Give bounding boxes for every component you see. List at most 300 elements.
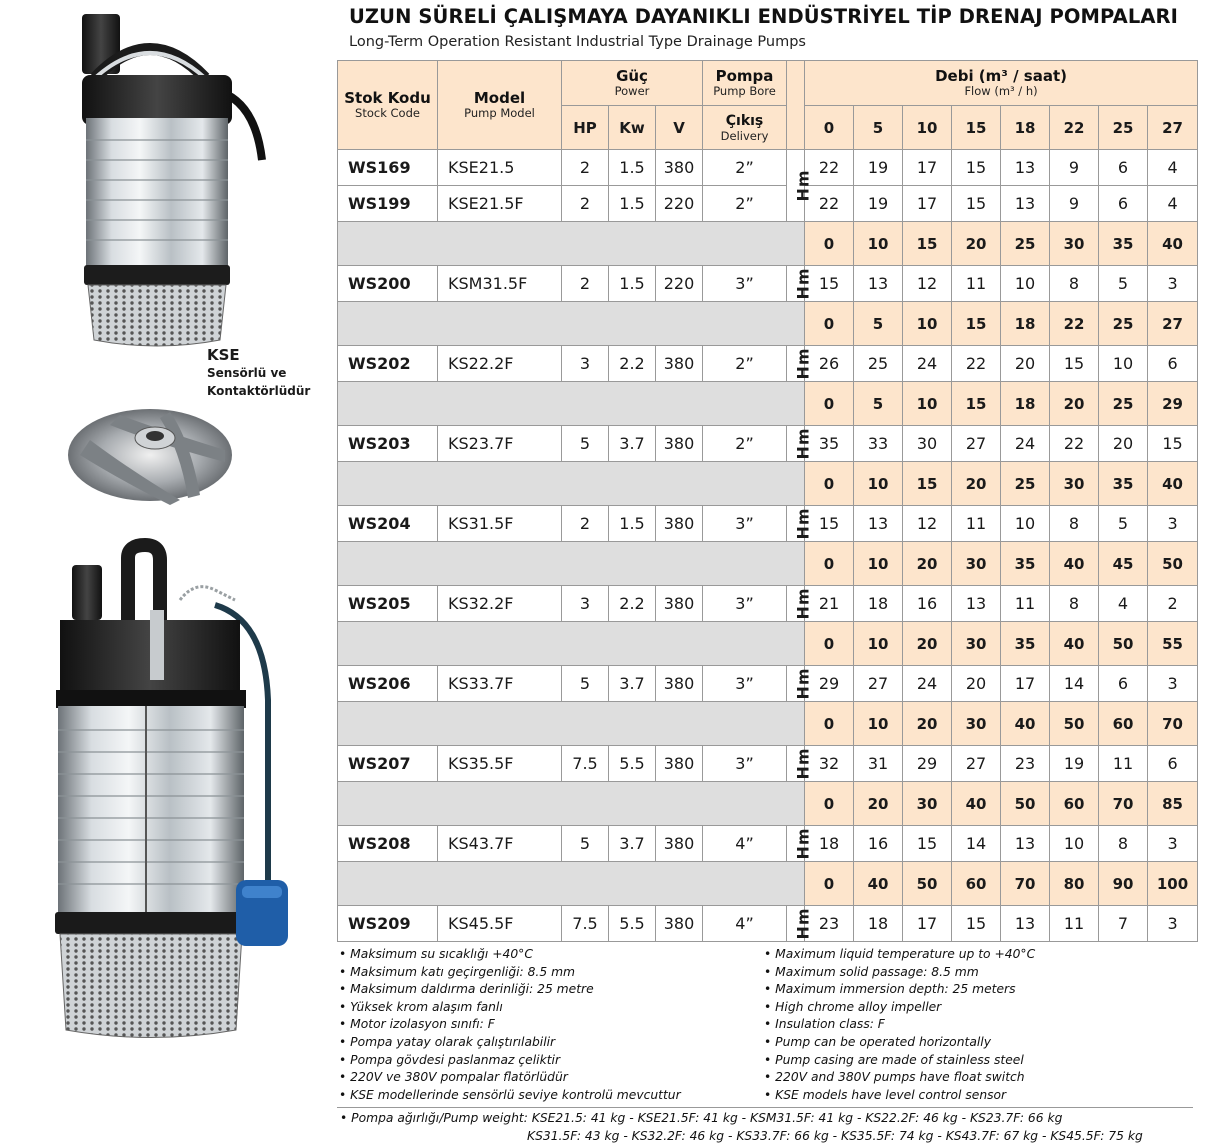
head-value: 27 [952, 426, 1001, 462]
stock-code: WS202 [338, 346, 438, 382]
flow-value: 18 [1001, 382, 1050, 426]
power-hp: 2 [562, 150, 609, 186]
head-value: 23 [1001, 746, 1050, 782]
flow-value: 40 [1050, 542, 1099, 586]
head-value: 18 [854, 586, 903, 622]
flow-row-blank [338, 302, 805, 346]
hm-label [787, 426, 813, 462]
flow-value: 60 [1050, 782, 1099, 826]
flow-value: 50 [1001, 782, 1050, 826]
head-value: 6 [1148, 746, 1198, 782]
head-value: 6 [1099, 666, 1148, 702]
flow-value: 40 [854, 862, 903, 906]
flow-value: 0 [805, 462, 854, 506]
head-value: 33 [854, 426, 903, 462]
head-value: 17 [1001, 666, 1050, 702]
power-hp: 2 [562, 186, 609, 222]
flow-value: 25 [1099, 106, 1148, 150]
col-stock-code: Stok Kodu Stock Code [338, 61, 438, 150]
table-row [338, 186, 1198, 222]
col-hp: HP [562, 106, 609, 150]
stock-code: WS199 [338, 186, 438, 222]
voltage: 380 [656, 746, 703, 782]
voltage: 380 [656, 906, 703, 942]
flow-value: 25 [1001, 462, 1050, 506]
flow-header-row [338, 782, 1198, 826]
flow-header-row [338, 542, 1198, 586]
head-value: 29 [903, 746, 952, 782]
note-item: • Pompa yatay olarak çalıştırılabilir [339, 1034, 681, 1052]
pump-model: KSE21.5 [438, 150, 562, 186]
head-value: 24 [903, 666, 952, 702]
flow-value: 29 [1148, 382, 1198, 426]
flow-header-row [338, 462, 1198, 506]
head-value: 20 [1001, 346, 1050, 382]
pump-kse-image [82, 14, 262, 346]
power-hp: 5 [562, 666, 609, 702]
flow-value: 0 [805, 622, 854, 666]
flow-value: 15 [952, 106, 1001, 150]
note-item: • Maksimum katı geçirgenliği: 8.5 mm [339, 964, 681, 982]
power-hp: 3 [562, 586, 609, 622]
voltage: 220 [656, 186, 703, 222]
head-value: 17 [903, 186, 952, 222]
power-kw: 1.5 [609, 266, 656, 302]
stock-code: WS206 [338, 666, 438, 702]
col-model: Model Pump Model [438, 61, 562, 150]
flow-value: 15 [903, 222, 952, 266]
head-value: 26 [805, 346, 854, 382]
notes-english [764, 946, 1035, 1104]
hm-text: Hm [793, 587, 813, 620]
hm-label [787, 346, 813, 382]
head-value: 16 [903, 586, 952, 622]
flow-value: 35 [1099, 222, 1148, 266]
table-row [338, 906, 1198, 942]
head-value: 4 [1099, 586, 1148, 622]
note-item: • 220V ve 380V pompalar flatörlüdür [339, 1069, 681, 1087]
note-item: • 220V and 380V pumps have float switch [764, 1069, 1035, 1087]
flow-value: 60 [952, 862, 1001, 906]
power-kw: 1.5 [609, 506, 656, 542]
flow-value: 10 [854, 222, 903, 266]
flow-value: 45 [1099, 542, 1148, 586]
head-value: 9 [1050, 186, 1099, 222]
flow-value: 20 [903, 542, 952, 586]
note-item: • KSE models have level control sensor [764, 1087, 1035, 1105]
table-row [338, 666, 1198, 702]
flow-value: 40 [1001, 702, 1050, 746]
head-value: 30 [903, 426, 952, 462]
hm-label [787, 150, 813, 222]
head-value: 8 [1050, 266, 1099, 302]
head-value: 15 [1148, 426, 1198, 462]
flow-value: 40 [1050, 622, 1099, 666]
flow-value: 30 [1050, 222, 1099, 266]
kse-caption [207, 346, 310, 400]
hm-label [787, 666, 813, 702]
weight-line-2: KS31.5F: 43 kg - KS32.2F: 46 kg - KS33.7F: 66 kg - KS35.5F: 74 kg - KS43.7F: 67 kg - KS45.5F: 75 kg [527, 1128, 1143, 1143]
note-item: • Maximum liquid temperature up to +40°C [764, 946, 1035, 964]
flow-value: 0 [805, 542, 854, 586]
flow-value: 30 [952, 702, 1001, 746]
head-value: 5 [1099, 266, 1148, 302]
head-value: 15 [952, 186, 1001, 222]
hm-text: Hm [793, 427, 813, 460]
head-value: 24 [1001, 426, 1050, 462]
flow-value: 5 [854, 106, 903, 150]
flow-row-blank [338, 462, 805, 506]
head-value: 15 [952, 150, 1001, 186]
flow-value: 35 [1001, 622, 1050, 666]
flow-value: 5 [854, 302, 903, 346]
divider [337, 1107, 1193, 1108]
flow-value: 70 [1148, 702, 1198, 746]
head-value: 15 [805, 506, 854, 542]
head-value: 11 [952, 506, 1001, 542]
flow-value: 15 [952, 302, 1001, 346]
flow-value: 50 [1148, 542, 1198, 586]
head-value: 17 [903, 150, 952, 186]
flow-value: 70 [1001, 862, 1050, 906]
head-value: 3 [1148, 906, 1198, 942]
pump-table-body [338, 150, 1198, 942]
voltage: 380 [656, 826, 703, 862]
power-kw: 3.7 [609, 826, 656, 862]
flow-value: 10 [903, 382, 952, 426]
flow-value: 50 [1099, 622, 1148, 666]
flow-value: 10 [854, 542, 903, 586]
head-value: 16 [854, 826, 903, 862]
power-kw: 3.7 [609, 426, 656, 462]
flow-value: 0 [805, 382, 854, 426]
note-item: • Motor izolasyon sınıfı: F [339, 1016, 681, 1034]
voltage: 380 [656, 586, 703, 622]
delivery-size: 4” [703, 906, 787, 942]
flow-value: 0 [805, 106, 854, 150]
head-value: 6 [1099, 150, 1148, 186]
head-value: 13 [854, 266, 903, 302]
flow-value: 40 [1148, 462, 1198, 506]
flow-value: 10 [903, 302, 952, 346]
delivery-size: 3” [703, 266, 787, 302]
flow-value: 0 [805, 782, 854, 826]
power-kw: 3.7 [609, 666, 656, 702]
note-item: • Maksimum su sıcaklığı +40°C [339, 946, 681, 964]
head-value: 9 [1050, 150, 1099, 186]
head-value: 20 [1099, 426, 1148, 462]
flow-value: 20 [952, 462, 1001, 506]
stock-code: WS200 [338, 266, 438, 302]
table-row [338, 506, 1198, 542]
page-subtitle: Long-Term Operation Resistant Industrial Type Drainage Pumps [349, 34, 806, 50]
flow-value: 22 [1050, 302, 1099, 346]
voltage: 380 [656, 150, 703, 186]
pump-model: KS31.5F [438, 506, 562, 542]
table-row [338, 746, 1198, 782]
head-value: 5 [1099, 506, 1148, 542]
weight-line-1: • Pompa ağırlığı/Pump weight: KSE21.5: 41 kg - KSE21.5F: 41 kg - KSM31.5F: 41 kg - KS22.2F: 46 kg - KS23.7F: 66 kg [340, 1111, 1063, 1125]
col-flow: Debi (m³ / saat) Flow (m³ / h) [805, 61, 1198, 106]
flow-value: 18 [1001, 106, 1050, 150]
flow-header-row [338, 862, 1198, 906]
head-value: 13 [1001, 906, 1050, 942]
head-value: 15 [903, 826, 952, 862]
flow-value: 90 [1099, 862, 1148, 906]
head-value: 13 [854, 506, 903, 542]
stock-code: WS169 [338, 150, 438, 186]
flow-value: 85 [1148, 782, 1198, 826]
hm-text: Hm [793, 827, 813, 860]
head-value: 3 [1148, 826, 1198, 862]
head-value: 13 [1001, 826, 1050, 862]
flow-value: 35 [1001, 542, 1050, 586]
col-spacer [787, 61, 805, 150]
power-hp: 2 [562, 266, 609, 302]
pump-model: KS33.7F [438, 666, 562, 702]
flow-value: 10 [854, 462, 903, 506]
delivery-size: 3” [703, 746, 787, 782]
flow-row-blank [338, 862, 805, 906]
flow-value: 10 [903, 106, 952, 150]
flow-value: 15 [903, 462, 952, 506]
head-value: 14 [952, 826, 1001, 862]
head-value: 20 [952, 666, 1001, 702]
pump-model: KS43.7F [438, 826, 562, 862]
table-row [338, 266, 1198, 302]
flow-row-blank [338, 782, 805, 826]
power-kw: 2.2 [609, 586, 656, 622]
pump-weights [340, 1110, 1143, 1145]
flow-value: 25 [1001, 222, 1050, 266]
flow-value: 50 [1050, 702, 1099, 746]
head-value: 11 [1001, 586, 1050, 622]
voltage: 380 [656, 666, 703, 702]
flow-row-blank [338, 622, 805, 666]
pump-model: KSM31.5F [438, 266, 562, 302]
flow-header-row [338, 622, 1198, 666]
hm-text: Hm [793, 347, 813, 380]
head-value: 22 [805, 150, 854, 186]
flow-value: 10 [854, 622, 903, 666]
delivery-size: 2” [703, 426, 787, 462]
flow-value: 35 [1099, 462, 1148, 506]
delivery-size: 3” [703, 586, 787, 622]
pump-model: KS23.7F [438, 426, 562, 462]
flow-value: 0 [805, 222, 854, 266]
head-value: 18 [805, 826, 854, 862]
flow-value: 60 [1099, 702, 1148, 746]
flow-value: 20 [1050, 382, 1099, 426]
head-value: 29 [805, 666, 854, 702]
flow-value: 40 [952, 782, 1001, 826]
head-value: 11 [1050, 906, 1099, 942]
col-kw: Kw [609, 106, 656, 150]
head-value: 8 [1050, 506, 1099, 542]
flow-value: 27 [1148, 106, 1198, 150]
head-value: 13 [952, 586, 1001, 622]
head-value: 21 [805, 586, 854, 622]
caption-line1: Sensörlü ve [207, 366, 287, 380]
power-kw: 1.5 [609, 186, 656, 222]
pump-ks-image [55, 545, 288, 1038]
power-hp: 2 [562, 506, 609, 542]
stock-code: WS209 [338, 906, 438, 942]
flow-value: 20 [854, 782, 903, 826]
table-row [338, 426, 1198, 462]
col-power: Güç Power [562, 61, 703, 106]
head-value: 22 [1050, 426, 1099, 462]
col-v: V [656, 106, 703, 150]
flow-value: 0 [805, 702, 854, 746]
head-value: 3 [1148, 666, 1198, 702]
flow-value: 27 [1148, 302, 1198, 346]
flow-value: 40 [1148, 222, 1198, 266]
flow-header-row [338, 222, 1198, 266]
notes-turkish [339, 946, 681, 1104]
power-kw: 5.5 [609, 746, 656, 782]
delivery-size: 3” [703, 506, 787, 542]
delivery-size: 2” [703, 186, 787, 222]
pump-table [337, 60, 1198, 942]
head-value: 32 [805, 746, 854, 782]
flow-value: 15 [952, 382, 1001, 426]
note-item: • KSE modellerinde sensörlü seviye kontrolü mevcuttur [339, 1087, 681, 1105]
flow-value: 100 [1148, 862, 1198, 906]
head-value: 13 [1001, 186, 1050, 222]
stock-code: WS203 [338, 426, 438, 462]
table-row [338, 346, 1198, 382]
hm-text: Hm [793, 507, 813, 540]
flow-value: 22 [1050, 106, 1099, 150]
head-value: 22 [805, 186, 854, 222]
pump-model: KS35.5F [438, 746, 562, 782]
delivery-size: 2” [703, 150, 787, 186]
hm-label [787, 586, 813, 622]
power-kw: 2.2 [609, 346, 656, 382]
flow-value: 10 [854, 702, 903, 746]
flow-row-blank [338, 222, 805, 266]
caption-title: KSE [207, 346, 240, 364]
power-hp: 3 [562, 346, 609, 382]
flow-value: 20 [952, 222, 1001, 266]
head-value: 27 [952, 746, 1001, 782]
pump-model: KSE21.5F [438, 186, 562, 222]
head-value: 10 [1001, 506, 1050, 542]
head-value: 35 [805, 426, 854, 462]
col-pump-bore: Pompa Pump Bore [703, 61, 787, 106]
table-row [338, 826, 1198, 862]
note-item: • Yüksek krom alaşım fanlı [339, 999, 681, 1017]
stock-code: WS207 [338, 746, 438, 782]
table-row [338, 586, 1198, 622]
head-value: 10 [1001, 266, 1050, 302]
hm-text: Hm [793, 747, 813, 780]
head-value: 10 [1050, 826, 1099, 862]
flow-value: 20 [903, 702, 952, 746]
flow-value: 5 [854, 382, 903, 426]
stock-code: WS204 [338, 506, 438, 542]
delivery-size: 2” [703, 346, 787, 382]
head-value: 4 [1148, 150, 1198, 186]
table-row [338, 150, 1198, 186]
power-kw: 1.5 [609, 150, 656, 186]
note-item: • Pompa gövdesi paslanmaz çeliktir [339, 1052, 681, 1070]
flow-value: 25 [1099, 302, 1148, 346]
hm-label [787, 826, 813, 862]
flow-value: 0 [805, 302, 854, 346]
head-value: 19 [854, 150, 903, 186]
head-value: 18 [854, 906, 903, 942]
voltage: 380 [656, 426, 703, 462]
flow-value: 50 [903, 862, 952, 906]
head-value: 24 [903, 346, 952, 382]
hm-text: Hm [793, 667, 813, 700]
hm-text: Hm [793, 267, 813, 300]
flow-header-row [338, 702, 1198, 746]
head-value: 8 [1099, 826, 1148, 862]
stock-code: WS205 [338, 586, 438, 622]
head-value: 6 [1148, 346, 1198, 382]
head-value: 22 [952, 346, 1001, 382]
head-value: 7 [1099, 906, 1148, 942]
flow-value: 30 [952, 622, 1001, 666]
flow-value: 25 [1099, 382, 1148, 426]
caption-line2: Kontaktörlüdür [207, 384, 311, 398]
delivery-size: 3” [703, 666, 787, 702]
note-item: • Maximum immersion depth: 25 meters [764, 981, 1035, 999]
hm-label [787, 906, 813, 942]
flow-header-row [338, 302, 1198, 346]
head-value: 25 [854, 346, 903, 382]
flow-value: 20 [903, 622, 952, 666]
power-hp: 5 [562, 426, 609, 462]
head-value: 15 [1050, 346, 1099, 382]
head-value: 31 [854, 746, 903, 782]
flow-value: 30 [903, 782, 952, 826]
head-value: 17 [903, 906, 952, 942]
flow-value: 30 [1050, 462, 1099, 506]
flow-value: 0 [805, 862, 854, 906]
flow-row-blank [338, 542, 805, 586]
note-item: • Maximum solid passage: 8.5 mm [764, 964, 1035, 982]
flow-value: 55 [1148, 622, 1198, 666]
power-hp: 7.5 [562, 906, 609, 942]
stock-code: WS208 [338, 826, 438, 862]
note-item: • Pump casing are made of stainless steel [764, 1052, 1035, 1070]
head-value: 19 [854, 186, 903, 222]
note-item: • Insulation class: F [764, 1016, 1035, 1034]
head-value: 15 [805, 266, 854, 302]
head-value: 11 [952, 266, 1001, 302]
flow-value: 30 [952, 542, 1001, 586]
flow-header-row [338, 382, 1198, 426]
head-value: 3 [1148, 506, 1198, 542]
hm-text: Hm [793, 169, 813, 202]
head-value: 3 [1148, 266, 1198, 302]
head-value: 19 [1050, 746, 1099, 782]
head-value: 12 [903, 266, 952, 302]
head-value: 27 [854, 666, 903, 702]
col-delivery: Çıkış Delivery [703, 106, 787, 150]
head-value: 8 [1050, 586, 1099, 622]
power-hp: 5 [562, 826, 609, 862]
flow-value: 18 [1001, 302, 1050, 346]
head-value: 12 [903, 506, 952, 542]
pump-model: KS45.5F [438, 906, 562, 942]
impeller-image [68, 409, 232, 505]
flow-row-blank [338, 382, 805, 426]
